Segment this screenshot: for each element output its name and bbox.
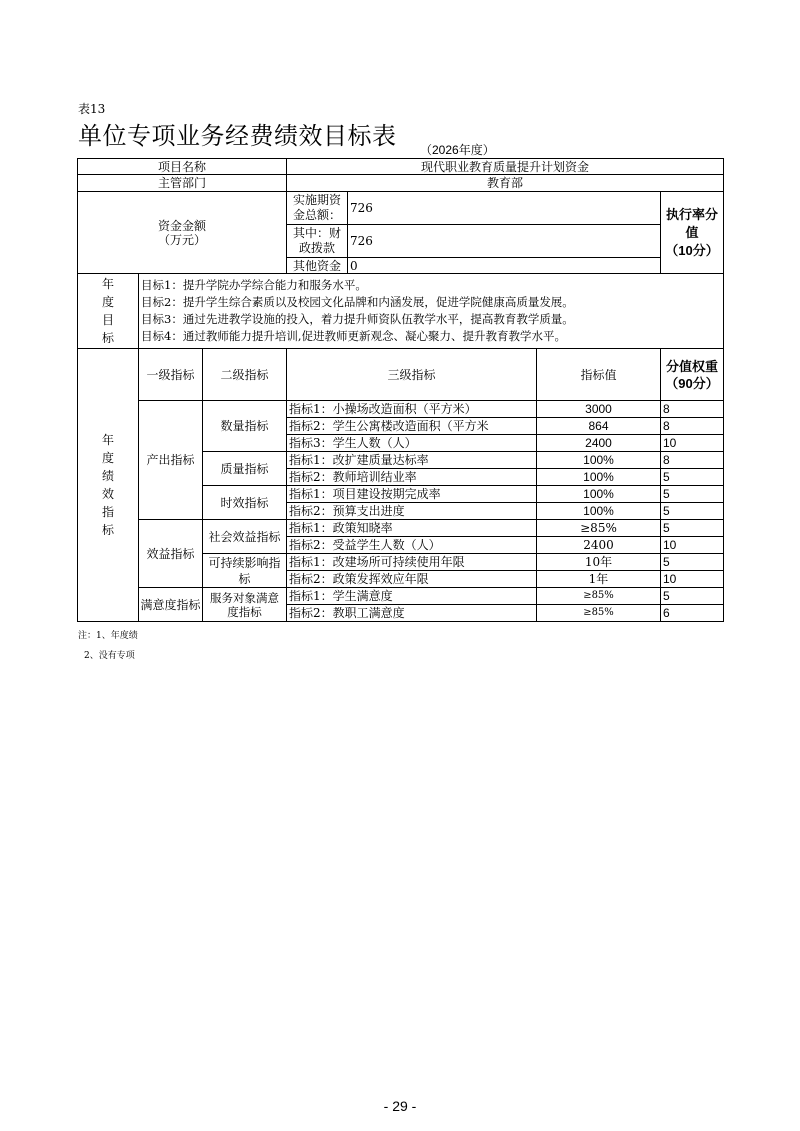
indicator-weight: 10 bbox=[661, 571, 724, 588]
level1-output: 产出指标 bbox=[139, 401, 203, 520]
level2-social: 社会效益指标 bbox=[203, 520, 287, 554]
goal-item: 目标3：通过先进教学设施的投入，着力提升师资队伍教学水平，提高教育教学质量。 bbox=[141, 312, 574, 326]
indicator-weight: 8 bbox=[661, 401, 724, 418]
indicator-value: 100% bbox=[537, 469, 661, 486]
page-title: 单位专项业务经费绩效目标表 bbox=[78, 122, 397, 150]
performance-table bbox=[77, 158, 724, 622]
indicator-value: 3000 bbox=[537, 401, 661, 418]
note-1: 注：1、年度绩 bbox=[78, 631, 138, 641]
indicator-value: 100% bbox=[537, 503, 661, 520]
goal-item: 目标2：提升学生综合素质以及校园文化品牌和内涵发展，促进学院健康高质量发展。 bbox=[141, 295, 574, 309]
indicator-name: 指标2：教职工满意度 bbox=[287, 605, 537, 622]
other-funds-value: 0 bbox=[348, 258, 661, 274]
indicator-weight: 8 bbox=[661, 418, 724, 435]
level2-quality: 质量指标 bbox=[203, 452, 287, 486]
indicator-value: 1年 bbox=[537, 571, 661, 588]
indicator-weight: 10 bbox=[661, 537, 724, 554]
total-funds-value: 726 bbox=[348, 192, 661, 225]
level2-quantity: 数量指标 bbox=[203, 401, 287, 452]
exec-rate-points: （10分） bbox=[665, 242, 719, 258]
indicator-value: 2400 bbox=[537, 435, 661, 452]
indicator-name: 指标1：改建场所可持续使用年限 bbox=[287, 554, 537, 571]
indicator-name: 指标1：政策知晓率 bbox=[287, 520, 537, 537]
year-label: （2026年度） bbox=[420, 143, 495, 157]
level1-benefit: 效益指标 bbox=[139, 520, 203, 588]
indicator-weight: 5 bbox=[661, 486, 724, 503]
annual-goals-side-label: 年 度 目 标 bbox=[78, 274, 139, 349]
funds-label bbox=[78, 192, 287, 274]
indicator-name: 指标1：小操场改造面积（平方米） bbox=[287, 401, 537, 418]
exec-rate-label: 执行率分值 bbox=[665, 206, 718, 240]
indicator-name: 指标2：政策发挥效应年限 bbox=[287, 571, 537, 588]
indicator-name: 指标2：教师培训结业率 bbox=[287, 469, 537, 486]
page-number: - 29 - bbox=[383, 1098, 417, 1114]
exec-rate-cell bbox=[661, 192, 724, 274]
fiscal-funds-value: 726 bbox=[348, 225, 661, 258]
annual-goals-list bbox=[139, 274, 724, 349]
header-value: 指标值 bbox=[537, 349, 661, 401]
indicator-weight: 8 bbox=[661, 452, 724, 469]
header-level2: 二级指标 bbox=[203, 349, 287, 401]
goal-item: 目标4：通过教师能力提升培训,促进教师更新观念、凝心聚力、提升教育教学水平。 bbox=[141, 329, 566, 343]
indicator-weight: 5 bbox=[661, 469, 724, 486]
indicator-weight: 6 bbox=[661, 605, 724, 622]
indicator-value: ≥85% bbox=[537, 520, 661, 537]
indicator-value: 10年 bbox=[537, 554, 661, 571]
header-level1: 一级指标 bbox=[139, 349, 203, 401]
indicator-value: 100% bbox=[537, 486, 661, 503]
indicator-name: 指标1：学生满意度 bbox=[287, 588, 537, 605]
indicators-side-label: 年 度 绩 效 指 标 bbox=[78, 349, 139, 622]
funds-label-line2: （万元） bbox=[157, 232, 206, 247]
indicator-value: ≥85% bbox=[537, 588, 661, 605]
level1-satisfaction: 满意度指标 bbox=[139, 588, 203, 622]
indicator-weight: 5 bbox=[661, 503, 724, 520]
indicator-weight: 5 bbox=[661, 588, 724, 605]
indicator-value: 100% bbox=[537, 452, 661, 469]
department-label: 主管部门 bbox=[78, 175, 287, 192]
indicator-value: 864 bbox=[537, 418, 661, 435]
header-level3: 三级指标 bbox=[287, 349, 537, 401]
indicator-name: 指标2：预算支出进度 bbox=[287, 503, 537, 520]
goal-item: 目标1：提升学院办学综合能力和服务水平。 bbox=[141, 278, 367, 292]
table-label: 表13 bbox=[78, 102, 106, 116]
other-funds-label: 其他资金 bbox=[287, 258, 348, 274]
indicator-name: 指标2：学生公寓楼改造面积（平方米 bbox=[287, 418, 537, 435]
project-name-value: 现代职业教育质量提升计划资金 bbox=[287, 159, 724, 175]
indicator-name: 指标2：受益学生人数（人） bbox=[287, 537, 537, 554]
indicator-weight: 10 bbox=[661, 435, 724, 452]
indicator-value: ≥85% bbox=[537, 605, 661, 622]
indicator-value: 2400 bbox=[537, 537, 661, 554]
indicator-weight: 5 bbox=[661, 520, 724, 537]
fiscal-funds-label: 其中：财政拨款 bbox=[287, 225, 348, 258]
indicator-name: 指标1：改扩建质量达标率 bbox=[287, 452, 537, 469]
project-name-label: 项目名称 bbox=[78, 159, 287, 175]
total-funds-label: 实施期资金总额： bbox=[287, 192, 348, 225]
level2-timeliness: 时效指标 bbox=[203, 486, 287, 520]
header-weight: 分值权重 （90分） bbox=[661, 349, 724, 401]
level2-service: 服务对象满意度指标 bbox=[203, 588, 287, 622]
level2-sustain: 可持续影响指标 bbox=[203, 554, 287, 588]
indicator-weight: 5 bbox=[661, 554, 724, 571]
funds-label-line1: 资金金额 bbox=[157, 218, 206, 233]
note-2: 2、没有专项 bbox=[84, 651, 135, 661]
department-value: 教育部 bbox=[287, 175, 724, 192]
indicator-name: 指标3：学生人数（人） bbox=[287, 435, 537, 452]
indicator-name: 指标1：项目建设按期完成率 bbox=[287, 486, 537, 503]
